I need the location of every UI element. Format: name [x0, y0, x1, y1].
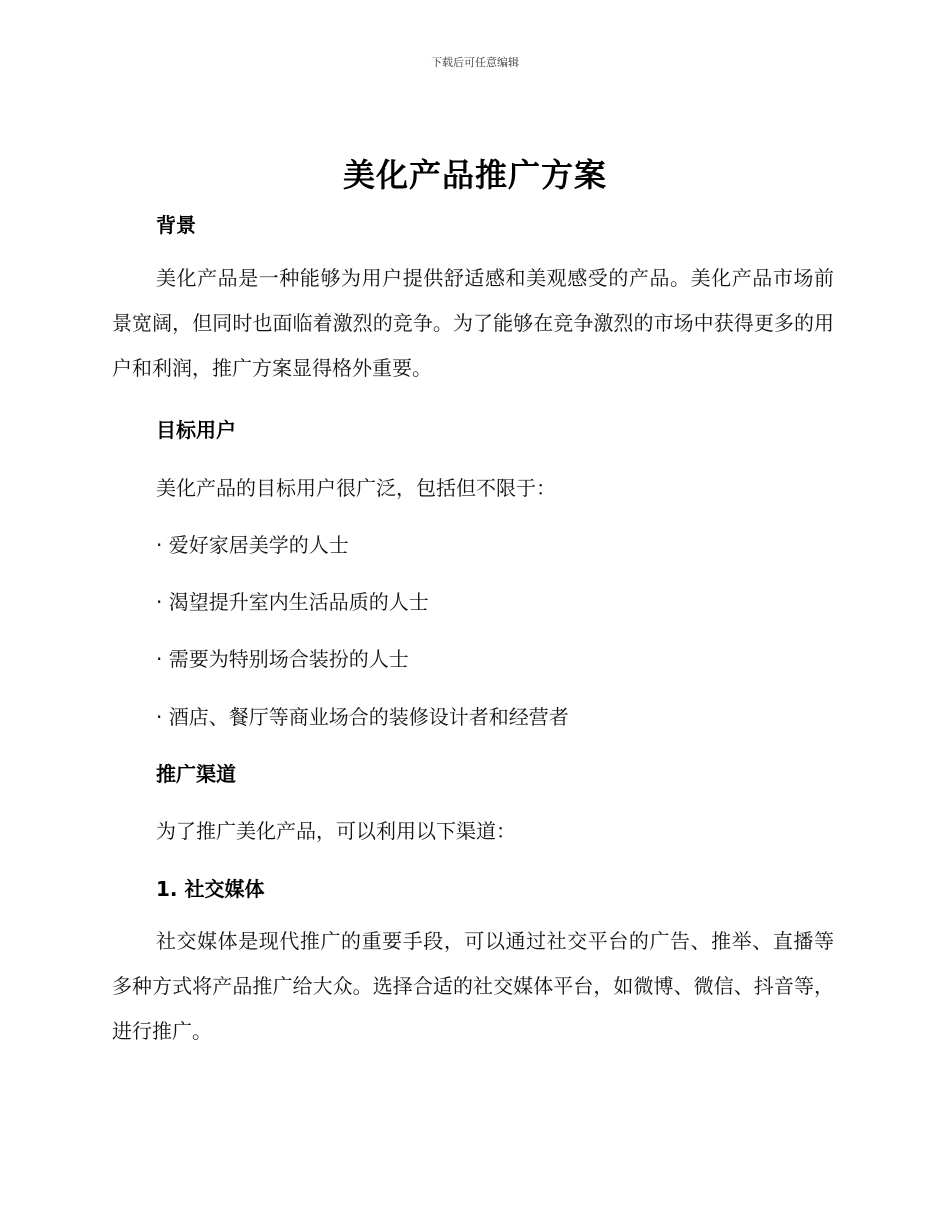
section-heading-channels: 推广渠道 [156, 762, 236, 786]
list-item: · 渴望提升室内生活品质的人士 [156, 590, 429, 614]
list-item: · 需要为特别场合装扮的人士 [156, 647, 409, 671]
list-item: · 酒店、餐厅等商业场合的装修设计者和经营者 [156, 705, 569, 729]
channels-intro: 为了推广美化产品，可以利用以下渠道： [156, 819, 516, 843]
section-heading-background: 背景 [156, 213, 196, 237]
document-title: 美化产品推广方案 [342, 156, 607, 194]
section-heading-target-users: 目标用户 [156, 418, 236, 442]
target-users-intro: 美化产品的目标用户很广泛，包括但不限于： [156, 476, 556, 500]
social-media-paragraph: 社交媒体是现代推广的重要手段，可以通过社交平台的广告、推举、直播等多种方式将产品推广给大众。选择合适的社交媒体平台，如微博、微信、抖音等，进行推广。 [112, 929, 834, 1043]
background-paragraph: 美化产品是一种能够为用户提供舒适感和美观感受的产品。美化产品市场前景宽阔，但同时也面临着激烈的竞争。为了能够在竞争激烈的市场中获得更多的用户和利润，推广方案显得格外重要。 [112, 266, 834, 380]
list-item: · 爱好家居美学的人士 [156, 533, 349, 557]
page-header-note: 下载后可任意编辑 [431, 56, 519, 69]
subheading-social-media: 1. 社交媒体 [156, 877, 265, 901]
